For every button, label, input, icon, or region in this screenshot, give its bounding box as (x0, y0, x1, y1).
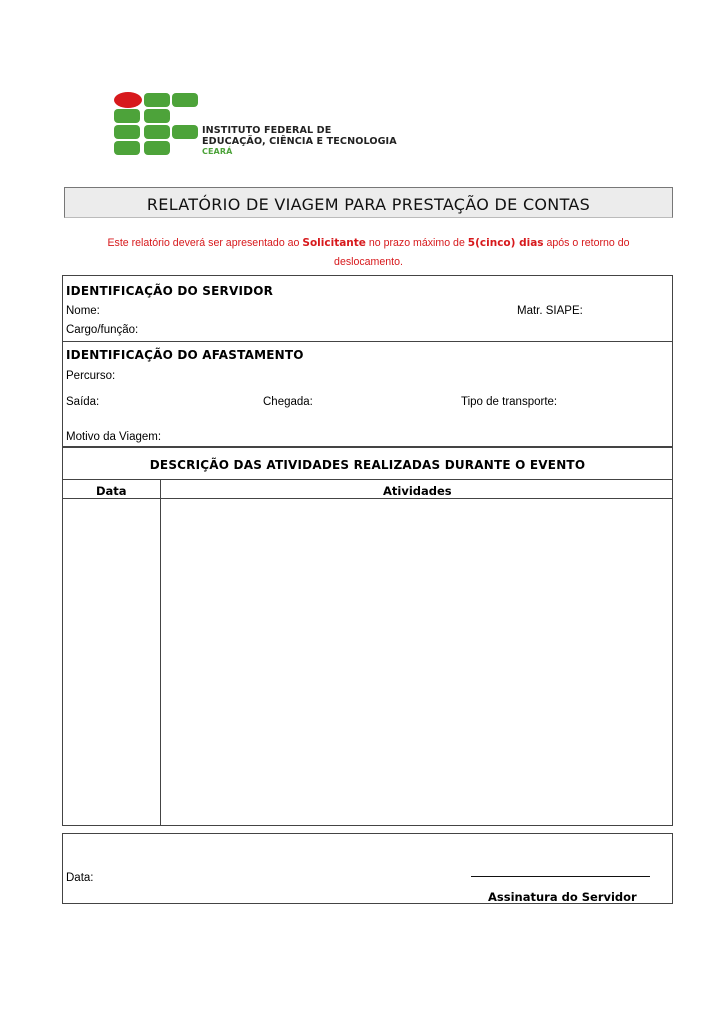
notice-text-3: após o retorno do (543, 237, 630, 249)
divider (62, 479, 673, 480)
logo-square (144, 141, 170, 155)
signature-label: Assinatura do Servidor (488, 890, 637, 904)
logo-square (114, 125, 140, 139)
logo-square (144, 125, 170, 139)
notice-highlight-deadline: 5(cinco) dias (467, 237, 544, 249)
logo-square (114, 109, 140, 123)
logo-red-circle (114, 92, 142, 108)
cargo-field[interactable]: Cargo/função: (66, 324, 139, 336)
date-field[interactable]: Data: (66, 872, 94, 884)
saida-field[interactable]: Saída: (66, 396, 100, 408)
chegada-field[interactable]: Chegada: (263, 396, 313, 408)
notice-text-2: no prazo máximo de (365, 237, 468, 249)
logo-square (144, 93, 170, 107)
submission-notice (64, 234, 673, 272)
divider (62, 341, 673, 342)
report-header (64, 187, 673, 218)
matricula-field[interactable]: Matr. SIAPE: (517, 305, 583, 317)
logo-line-3: CEARÁ (202, 147, 233, 156)
logo-line-1: INSTITUTO FEDERAL DE (202, 125, 332, 136)
motivo-field[interactable]: Motivo da Viagem: (66, 431, 162, 443)
signature-line[interactable] (471, 876, 650, 877)
nome-field[interactable]: Nome: (66, 305, 100, 317)
page-title: RELATÓRIO DE VIAGEM PARA PRESTAÇÃO DE CONTAS (146, 195, 591, 214)
logo-square (144, 109, 170, 123)
section-title-atividades: DESCRIÇÃO DAS ATIVIDADES REALIZADAS DURANTE O EVENTO (149, 458, 586, 472)
section-title-afastamento: IDENTIFICAÇÃO DO AFASTAMENTO (66, 348, 304, 362)
column-divider (160, 479, 161, 826)
logo-text (202, 126, 397, 158)
notice-text-4: deslocamento. (334, 256, 403, 268)
section-title-servidor: IDENTIFICAÇÃO DO SERVIDOR (66, 284, 274, 298)
column-header-atividades: Atividades (383, 484, 452, 498)
data-column-cell[interactable] (63, 499, 159, 825)
percurso-field[interactable]: Percurso: (66, 370, 116, 382)
logo-square (172, 93, 198, 107)
notice-highlight-solicitante: Solicitante (302, 237, 366, 249)
logo-square (114, 141, 140, 155)
notice-text-1: Este relatório deverá ser apresentado ao (107, 237, 303, 249)
logo-line-2: EDUCAÇÃO, CIÊNCIA E TECNOLOGIA (202, 135, 397, 147)
atividades-column-cell[interactable] (162, 499, 672, 825)
logo-square (172, 125, 198, 139)
column-header-data: Data (96, 484, 127, 498)
transporte-field[interactable]: Tipo de transporte: (461, 396, 558, 408)
